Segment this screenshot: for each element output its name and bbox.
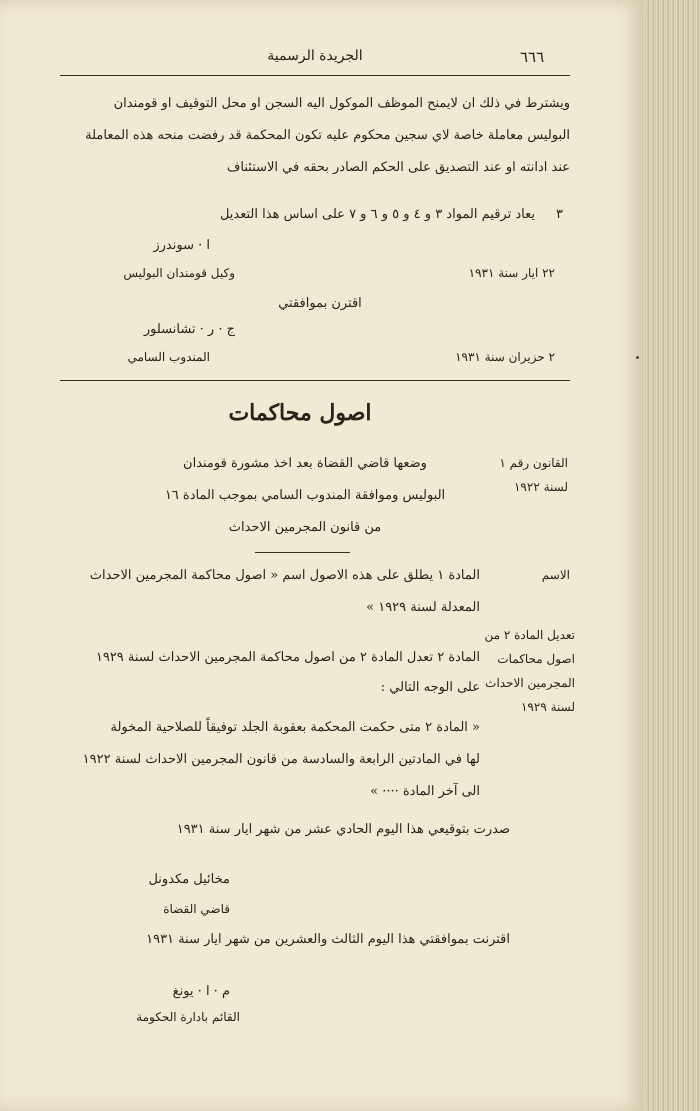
page-edge [640,0,700,1111]
signatory-2-title: المندوب السامي [127,350,210,364]
issued-line: صدرت بتوقيعي هذا اليوم الحادي عشر من شهر ايار سنة ١٩٣١ [176,822,510,837]
article-1-line-2: المعدلة لسنة ١٩٢٩ » [366,600,480,615]
intro-rule [255,552,350,553]
signatory-2-name: ج · ر · تشانسلور [143,322,235,337]
intro-line-3: من قانون المجرمين الاحداث [228,520,382,535]
signatory-4-title: القائم بادارة الحكومة [136,1010,240,1024]
section-rule [60,380,570,381]
paragraph-line-3: عند ادانته او عند التصديق على الحكم الصادر بحقه في الاستئناف [226,160,570,175]
signatory-1-date: ٢٢ ايار سنة ١٩٣١ [468,266,555,280]
margin-amend-line-4: لسنة ١٩٢٩ [520,700,575,714]
quoted-article-line-2: لها في المادتين الرابعة والسادسة من قانون المجرمين الاحداث لسنة ١٩٢٢ [82,752,480,767]
paragraph-line-2: البوليس معاملة خاصة لاي سجين محكوم عليه تكون المحكمة قد رفضت منحه هذه المعاملة [85,128,570,143]
section-title: اصول محاكمات [228,400,372,426]
margin-amend-line-1: تعديل المادة ٢ من [484,628,575,642]
quoted-article-line-1: « المادة ٢ متى حكمت المحكمة بعقوبة الجلد توفيقاً للصلاحية المخولة [110,720,480,735]
article-1-line-1: المادة ١ يطلق على هذه الاصول اسم « اصول محاكمة المجرمين الاحداث [89,568,480,583]
margin-amend-line-2: اصول محاكمات [497,652,575,666]
intro-line-1: وضعها قاضي القضاة بعد اخذ مشورة قومندان [183,456,427,471]
signatory-3-title: قاضي القضاة [163,902,230,916]
signatory-3-name: مخائيل مكدونل [148,872,230,887]
signatory-2-date: ٢ حزيران سنة ١٩٣١ [455,350,555,364]
law-ref-line-2: لسنة ١٩٢٢ [513,480,568,494]
item-3-number: ٣ [556,207,563,222]
law-ref-line-1: القانون رقم ١ [499,456,568,470]
header-rule [60,75,570,76]
signatory-4-name: م · ا · يونغ [172,984,230,999]
margin-amend-line-3: المجرمين الاحداث [485,676,575,690]
signatory-1-name: ا · سوندرز [153,238,210,253]
running-title: الجريدة الرسمية [267,48,363,64]
margin-name-label: الاسم [541,568,570,582]
signatory-1-title: وكيل قومندان البوليس [123,266,235,280]
intro-line-2: البوليس وموافقة المندوب السامي بموجب المادة ١٦ [164,488,446,503]
article-2-line-1: المادة ٢ تعدل المادة ٢ من اصول محاكمة المجرمين الاحداث لسنة ١٩٢٩ [95,650,480,665]
approval-line: اقترنت بموافقتي هذا اليوم الثالث والعشرين من شهر ايار سنة ١٩٣١ [146,932,510,947]
approval-label: اقترن بموافقتي [278,296,362,311]
margin-dot [636,356,639,359]
quoted-article-line-3: الى آخر المادة ···· » [370,784,480,799]
item-3-text: يعاد ترقيم المواد ٣ و ٤ و ٥ و ٦ و ٧ على اساس هذا التعديل [219,207,535,222]
page-number: ٦٦٦ [520,48,545,66]
paragraph-line-1: ويشترط في ذلك ان لايمنح الموظف الموكول اليه السجن او محل التوقيف او قومندان [113,96,570,111]
article-2-line-2: على الوجه التالي : [380,680,480,695]
